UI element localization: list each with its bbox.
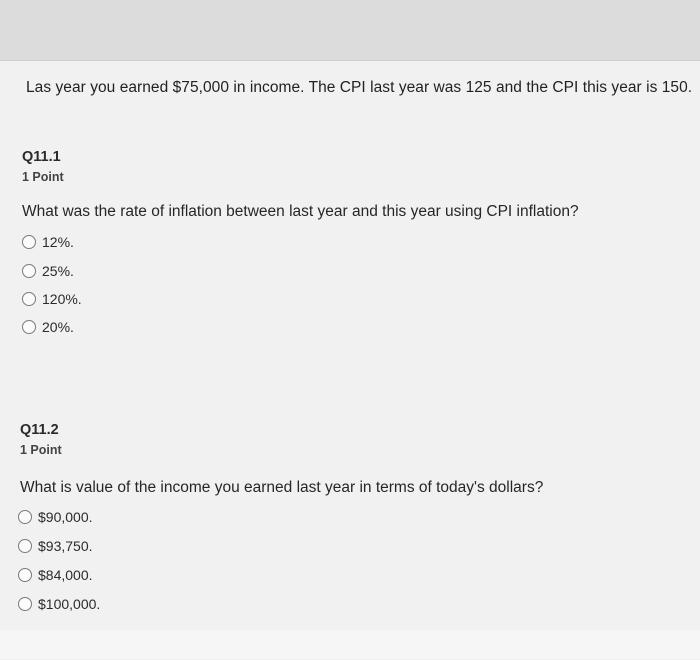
answer-option-100000[interactable] <box>18 594 100 614</box>
question-card <box>0 60 700 660</box>
option-label: $100,000. <box>38 596 101 612</box>
radio-button[interactable] <box>22 320 36 334</box>
radio-button[interactable] <box>18 597 32 611</box>
option-label: $90,000. <box>38 509 93 525</box>
radio-button[interactable] <box>18 510 32 524</box>
radio-button[interactable] <box>18 539 32 553</box>
answer-option-25-percent[interactable] <box>22 261 74 281</box>
top-background <box>0 0 700 60</box>
option-label: 25%. <box>42 263 74 279</box>
question-title: Q11.2 <box>20 422 59 438</box>
option-label: $84,000. <box>38 567 93 583</box>
radio-button[interactable] <box>22 235 36 249</box>
question-prompt: What was the rate of inflation between last year and this year using CPI inflation? <box>22 203 579 220</box>
question-points: 1 Point <box>20 443 62 457</box>
radio-button[interactable] <box>22 292 36 306</box>
option-label: 120%. <box>42 291 82 307</box>
answer-option-120-percent[interactable] <box>22 289 82 309</box>
question-title: Q11.1 <box>22 149 61 165</box>
answer-option-12-percent[interactable] <box>22 232 74 252</box>
radio-button[interactable] <box>18 568 32 582</box>
question-intro-text: Las year you earned $75,000 in income. The CPI last year was 125 and the CPI this year is 150. <box>26 79 693 96</box>
answer-option-84000[interactable] <box>18 565 93 585</box>
bottom-background <box>0 630 700 659</box>
question-prompt: What is value of the income you earned last year in terms of today's dollars? <box>20 479 544 496</box>
option-label: 20%. <box>42 319 74 335</box>
option-label: $93,750. <box>38 538 93 554</box>
option-label: 12%. <box>42 234 74 250</box>
radio-button[interactable] <box>22 264 36 278</box>
question-points: 1 Point <box>22 170 64 184</box>
answer-option-20-percent[interactable] <box>22 317 74 337</box>
answer-option-93750[interactable] <box>18 536 93 556</box>
answer-option-90000[interactable] <box>18 507 93 527</box>
